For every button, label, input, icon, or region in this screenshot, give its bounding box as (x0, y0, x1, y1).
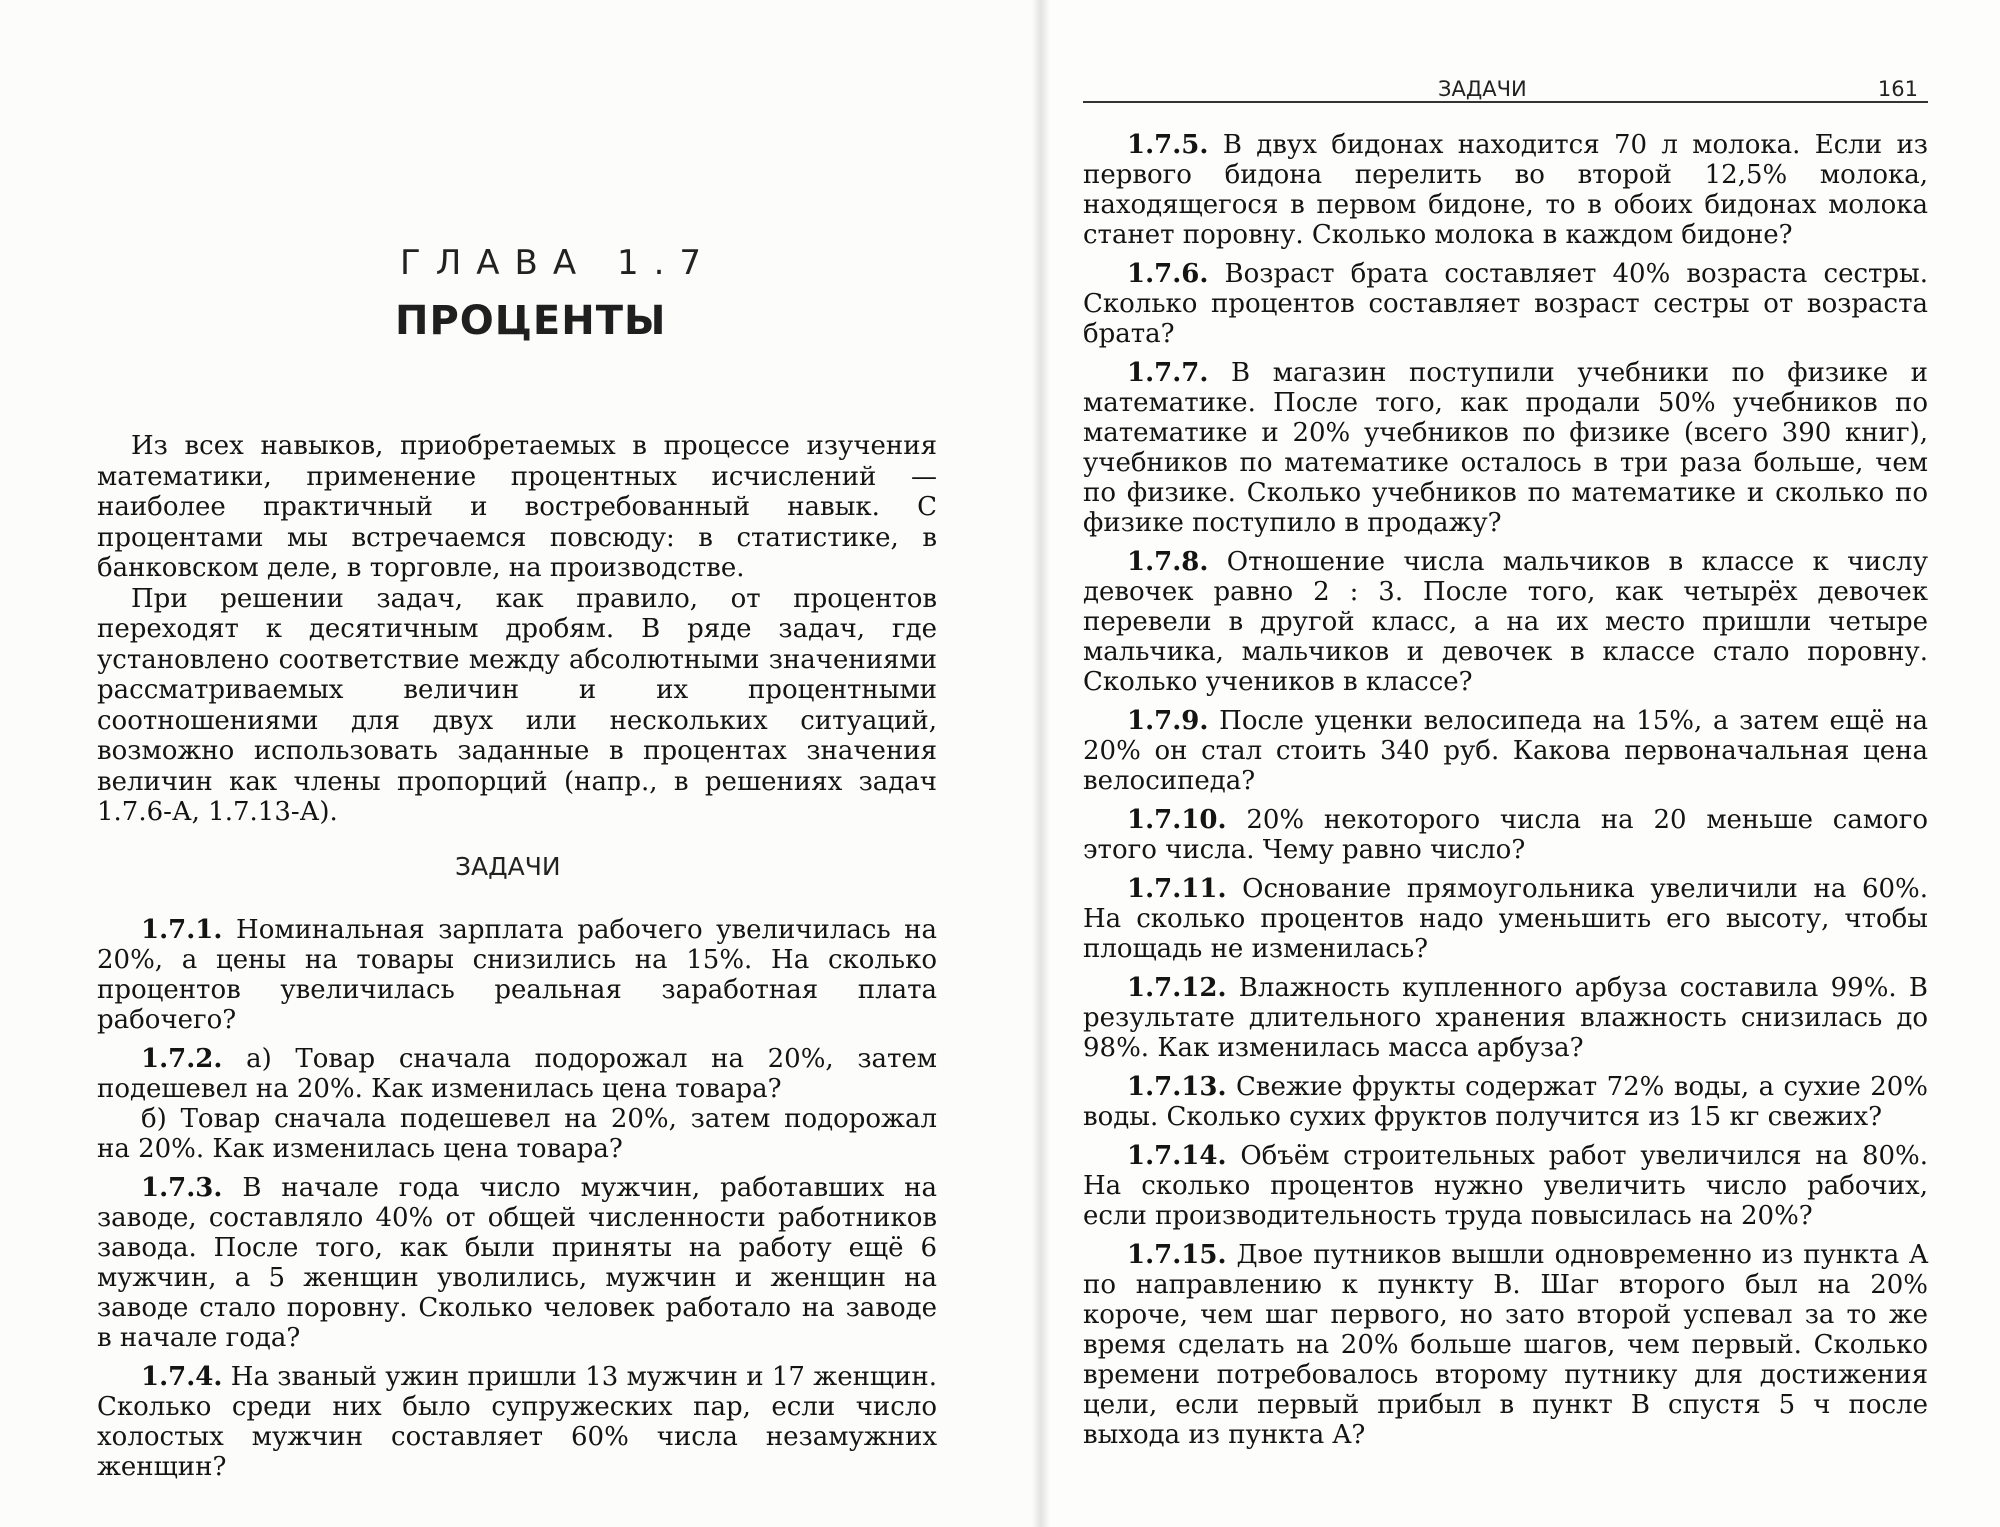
problem-number: 1.7.14. (1127, 1141, 1227, 1171)
problem-1-7-6 (1083, 259, 1928, 349)
book-gutter (1032, 0, 1050, 1527)
problem-1-7-3 (97, 1173, 937, 1353)
problem-1-7-7 (1083, 358, 1928, 538)
problem-text: В двух бидонах находится 70 л молока. Если из первого бидона перелить во второй 12,5% молока, находящегося в первом бидоне, то в обоих бидонах молока станет поровну. Сколько молока в каждом бидоне? (1083, 130, 1928, 250)
problem-number: 1.7.15. (1127, 1240, 1227, 1270)
problem-number: 1.7.2. (141, 1044, 223, 1074)
problem-number: 1.7.5. (1127, 130, 1209, 160)
intro-paragraph: Из всех навыков, приобретаемых в процессе изучения математики, применение процентных исчислений — наиболее практичный и востребованный навык. С процентами мы встречаемся повсюду: в статистике, в банковском деле, в торговле, на производстве. (97, 431, 937, 583)
problem-1-7-13 (1083, 1072, 1928, 1132)
problem-text: После уценки велосипеда на 15%, а затем ещё на 20% он стал стоить 340 руб. Какова первоначальная цена велосипеда? (1083, 706, 1928, 796)
problem-number: 1.7.8. (1127, 547, 1209, 577)
problem-1-7-1 (97, 915, 937, 1035)
problem-1-7-9 (1083, 706, 1928, 796)
page-number: 161 (1877, 77, 1918, 101)
problem-1-7-5 (1083, 130, 1928, 250)
problem-text-b: б) Товар сначала подешевел на 20%, затем подорожал на 20%. Как изменилась цена товара? (97, 1104, 937, 1164)
chapter-title: ПРОЦЕНТЫ (395, 298, 667, 344)
problem-1-7-11 (1083, 874, 1928, 964)
running-head (1083, 77, 1928, 103)
problem-number: 1.7.4. (141, 1362, 223, 1392)
problem-1-7-14 (1083, 1141, 1928, 1231)
running-head-title: ЗАДАЧИ (1438, 77, 1527, 101)
problem-number: 1.7.7. (1127, 358, 1209, 388)
section-title: ЗАДАЧИ (455, 852, 561, 881)
problem-1-7-4 (97, 1362, 937, 1482)
problem-1-7-12 (1083, 973, 1928, 1063)
problem-1-7-10 (1083, 805, 1928, 865)
problem-1-7-8 (1083, 547, 1928, 697)
problem-list-right (1083, 130, 1928, 1459)
problem-number: 1.7.1. (141, 915, 223, 945)
chapter-label: ГЛАВА 1.7 (400, 243, 717, 283)
problem-text: В начале года число мужчин, работавших на заводе, составляло 40% от общей численности работников завода. После того, как были приняты на работу ещё 6 мужчин, а 5 женщин уволились, мужчин и женщин на заводе стало поровну. Сколько человек работало на заводе в начале года? (97, 1173, 937, 1353)
problem-number: 1.7.10. (1127, 805, 1227, 835)
problem-text: Номинальная зарплата рабочего увеличилась на 20%, а цены на товары снизились на 15%. На сколько процентов увеличилась реальная заработная плата рабочего? (97, 915, 937, 1035)
problem-text: Влажность купленного арбуза составила 99%. В результате длительного хранения влажность снизилась до 98%. Как изменилась масса арбуза? (1083, 973, 1928, 1063)
problem-text: Свежие фрукты содержат 72% воды, а сухие 20% воды. Сколько сухих фруктов получится из 15 кг свежих? (1083, 1072, 1929, 1132)
problem-number: 1.7.12. (1127, 973, 1227, 1003)
problem-text: Объём строительных работ увеличился на 80%. На сколько процентов нужно увеличить число рабочих, если производительность труда повысилась на 20%? (1083, 1141, 1929, 1231)
problem-text: Двое путников вышли одновременно из пункта A по направлению к пункту B. Шаг второго был на 20% короче, чем шаг первого, но зато второй успевал за то же время сделать на 20% больше шагов, чем первый. Сколько времени потребовалось второму путнику для достижения цели, если первый прибыл в пункт B спустя 5 ч после выхода из пункта A? (1083, 1240, 1929, 1450)
problem-text: Отношение числа мальчиков в классе к числу девочек равно 2 : 3. После того, как четырёх девочек перевели в другой класс, а на их место пришли четыре мальчика, мальчиков и девочек в классе стало поровну. Сколько учеников в классе? (1083, 547, 1928, 697)
problem-number: 1.7.3. (141, 1173, 223, 1203)
problem-number: 1.7.9. (1127, 706, 1209, 736)
problem-text: На званый ужин пришли 13 мужчин и 17 женщин. Сколько среди них было супружеских пар, если число холостых мужчин составляет 60% числа незамужних женщин? (97, 1362, 938, 1482)
problem-text: Основание прямоугольника увеличили на 60%. На сколько процентов надо уменьшить его высоту, чтобы площадь не изменилась? (1083, 874, 1928, 964)
problem-list-left (97, 915, 937, 1491)
problem-text: 20% некоторого числа на 20 меньше самого этого числа. Чему равно число? (1083, 805, 1928, 865)
chapter-intro (97, 431, 937, 828)
problem-number: 1.7.11. (1127, 874, 1227, 904)
problem-number: 1.7.6. (1127, 259, 1209, 289)
problem-text: В магазин поступили учебники по физике и математике. После того, как продали 50% учебников по математике и 20% учебников по физике (всего 390 книг), учебников по математике осталось в три раза больше, чем по физике. Сколько учебников по математике и сколько по физике поступило в продажу? (1083, 358, 1928, 538)
problem-1-7-15 (1083, 1240, 1928, 1450)
problem-number: 1.7.13. (1127, 1072, 1227, 1102)
intro-paragraph: При решении задач, как правило, от процентов переходят к десятичным дробям. В ряде задач, где установлено соответствие между абсолютными значениями рассматриваемых величин и их процентными соотношениями для двух или нескольких ситуаций, возможно использовать заданные в процентах значения величин как члены пропорций (напр., в решениях задач 1.7.6-А, 1.7.13-А). (97, 583, 937, 827)
problem-1-7-2 (97, 1044, 937, 1164)
problem-text: а) Товар сначала подорожал на 20%, затем подешевел на 20%. Как изменилась цена товара? (97, 1044, 938, 1104)
problem-text: Возраст брата составляет 40% возраста сестры. Сколько процентов составляет возраст сестры от возраста брата? (1083, 259, 1929, 349)
